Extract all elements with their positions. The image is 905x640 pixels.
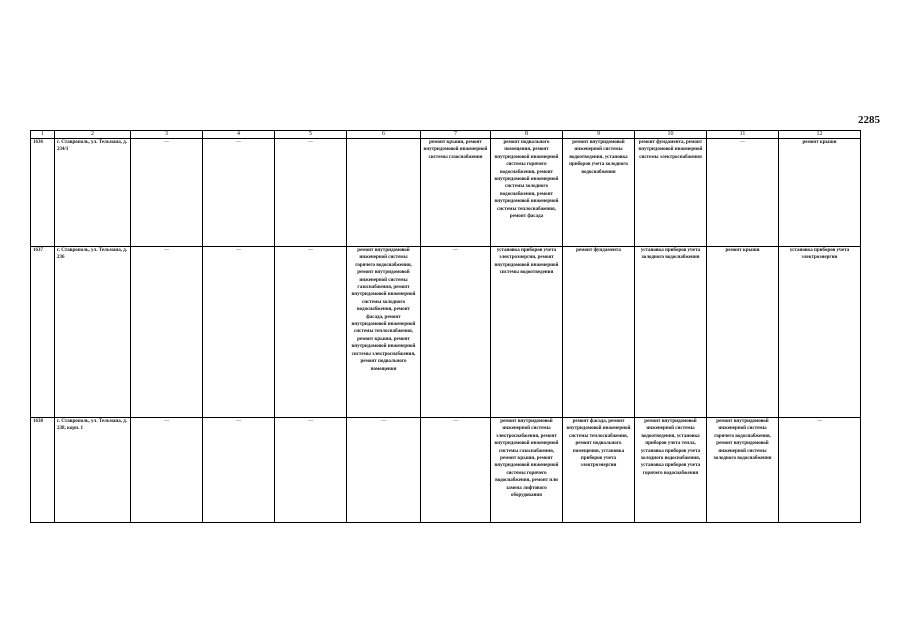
column-header: 5 [275, 131, 347, 139]
table-cell: установка приборов учета холодного водоснабжения [635, 247, 707, 418]
table-cell: ремонт фасада, ремонт внутридомовой инженерной системы теплоснабжения, ремонт подвального помещения, установка приборов учета электроэнергии [563, 418, 635, 523]
row-address: г. Ставрополь, ул. Тельмана, д. 238, корп. 1 [55, 418, 131, 523]
column-header: 10 [635, 131, 707, 139]
column-header: 4 [203, 131, 275, 139]
table-cell: — [275, 247, 347, 418]
table-cell: ремонт внутридомовой инженерной системы горячего водоснабжения, ремонт внутридомовой инженерной системы газоснабжения, ремонт внутридомовой инженерной системы холодного водоснабжения, ремонт фасада, ремонт внутридомовой инженерной системы теплоснабжения, ремонт крыши, ремонт внутридомовой инженерной системы электроснабжения, ремонт подвального помещения [347, 247, 421, 418]
table-cell: — [203, 247, 275, 418]
column-header: 12 [779, 131, 861, 139]
table-cell: ремонт крыши, ремонт внутридомовой инженерной системы газоснабжения [421, 139, 491, 247]
table-cell: — [203, 139, 275, 247]
table-cell: ремонт внутридомовой инженерной системы электроснабжения, ремонт внутридомовой инженерной системы газоснабжения, ремонт крыши, ремонт внутридомовой инженерной системы горячего водоснабжения, ремонт или замена лифтового оборудования [491, 418, 563, 523]
table-cell: ремонт внутридомовой инженерной системы горячего водоснабжения, ремонт внутридомовой инженерной системы холодного водоснабжения [707, 418, 779, 523]
table-cell: — [347, 418, 421, 523]
table-cell: ремонт внутридомовой инженерной системы водоотведения, установка приборов учета тепла, установка приборов учета холодного водоснабжения, установка приборов учета горячего водоснабжения [635, 418, 707, 523]
repair-schedule-table [30, 130, 861, 523]
table-cell: установка приборов учета электроэнергии, ремонт внутридомовой инженерной системы водоотведения [491, 247, 563, 418]
column-header: 9 [563, 131, 635, 139]
table-cell: ремонт фундамента, ремонт внутридомовой инженерной системы электроснабжения [635, 139, 707, 247]
table-cell: — [421, 418, 491, 523]
row-address: г. Ставрополь, ул. Тельмана, д. 236 [55, 247, 131, 418]
table-cell: — [131, 247, 203, 418]
column-header: 6 [347, 131, 421, 139]
table-cell: — [707, 139, 779, 247]
table-cell: ремонт крыши [707, 247, 779, 418]
page-number: 2285 [858, 114, 880, 126]
table-cell: — [421, 247, 491, 418]
column-header: 8 [491, 131, 563, 139]
table-cell: — [779, 418, 861, 523]
table-cell [347, 139, 421, 247]
table-cell: установка приборов учета электроэнергии [779, 247, 861, 418]
table-cell: — [275, 418, 347, 523]
row-number: 1637 [31, 247, 55, 418]
table-row [31, 418, 861, 523]
column-header: 7 [421, 131, 491, 139]
column-header: 11 [707, 131, 779, 139]
table-cell: ремонт фундамента [563, 247, 635, 418]
table-cell: ремонт подвального помещения, ремонт внутридомовой инженерной системы горячего водоснабжения, ремонт внутридомовой инженерной системы холодного водоснабжения, ремонт внутридомовой инженерной системы теплоснабжения, ремонт фасада [491, 139, 563, 247]
table-cell: — [131, 139, 203, 247]
row-number: 1638 [31, 418, 55, 523]
column-header: 3 [131, 131, 203, 139]
column-header: 1 [31, 131, 55, 139]
table-cell: — [203, 418, 275, 523]
table-cell: — [131, 418, 203, 523]
column-header: 2 [55, 131, 131, 139]
row-number: 1636 [31, 139, 55, 247]
table-cell: — [275, 139, 347, 247]
row-address: г. Ставрополь, ул. Тельмана, д. 234/1 [55, 139, 131, 247]
table-row [31, 139, 861, 247]
table-row [31, 247, 861, 418]
table-cell: ремонт крыши [779, 139, 861, 247]
header-row [31, 131, 861, 139]
table-cell: ремонт внутридомовой инженерной системы водоотведения, установка приборов учета холодного водоснабжения [563, 139, 635, 247]
